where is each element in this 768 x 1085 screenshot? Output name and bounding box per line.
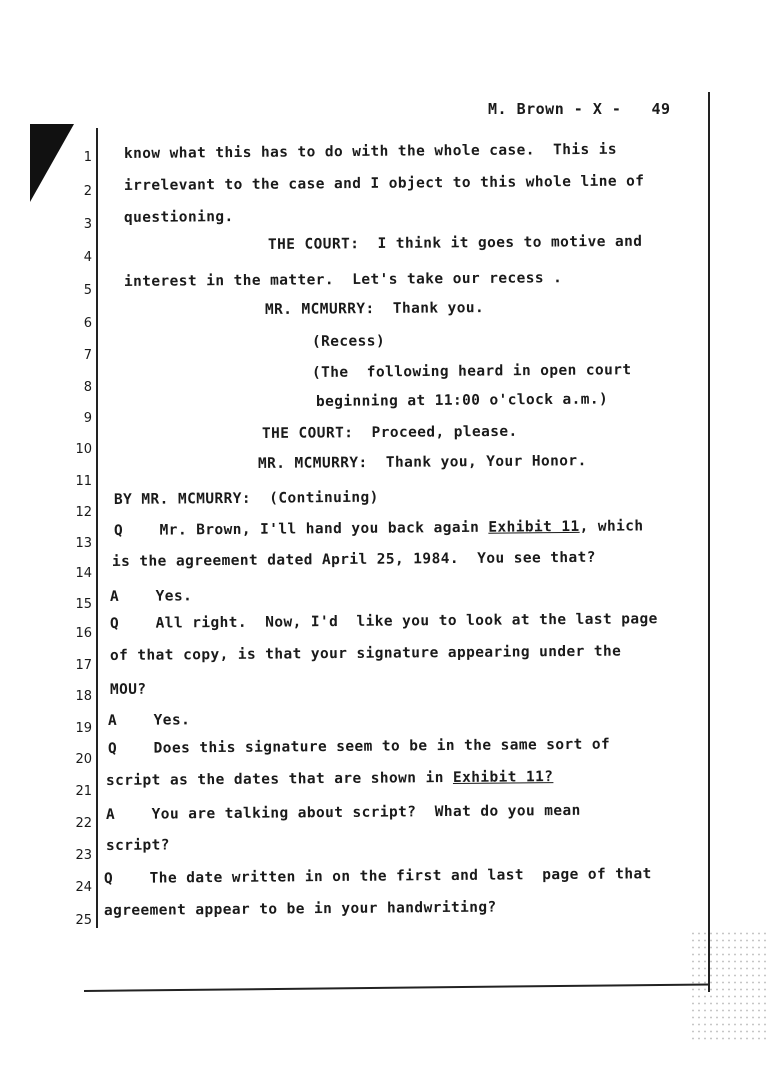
line-number: 24 bbox=[75, 880, 92, 895]
transcript-line: beginning at 11:00 o'clock a.m.) bbox=[315, 391, 609, 410]
line-number: 3 bbox=[83, 217, 92, 232]
transcript-line: questioning. bbox=[123, 209, 234, 226]
line-number: 19 bbox=[75, 721, 92, 736]
transcript-line: A Yes. bbox=[109, 588, 193, 605]
line-number: 20 bbox=[75, 752, 92, 767]
transcript-line: Q All right. Now, I'd like you to look at the last page bbox=[109, 611, 658, 632]
transcript-line: BY MR. MCMURRY: (Continuing) bbox=[113, 489, 379, 508]
transcript-line: interest in the matter. Let's take our recess . bbox=[123, 270, 563, 290]
line-number: 18 bbox=[75, 689, 92, 704]
line-number: 2 bbox=[83, 184, 92, 199]
line-number: 6 bbox=[83, 316, 92, 331]
transcript-line: MOU? bbox=[109, 681, 147, 698]
transcript-line: agreement appear to be in your handwriting? bbox=[103, 899, 497, 919]
line-number: 9 bbox=[83, 411, 92, 426]
transcript-line: THE COURT: Proceed, please. bbox=[261, 423, 518, 442]
transcript-line: is the agreement dated April 25, 1984. You see that? bbox=[111, 549, 596, 570]
line-number: 7 bbox=[83, 348, 92, 363]
exhibit-reference: Exhibit 11? bbox=[452, 769, 554, 786]
line-number: 5 bbox=[83, 283, 92, 298]
transcript-line: of that copy, is that your signature appearing under the bbox=[109, 643, 622, 664]
bottom-margin-rule bbox=[84, 983, 710, 992]
transcript-line: know what this has to do with the whole case. This is bbox=[123, 141, 618, 162]
transcript-line: Q The date written in on the first and last page of that bbox=[103, 866, 652, 887]
line-number: 1 bbox=[83, 150, 92, 165]
scan-noise bbox=[690, 930, 768, 1040]
line-number: 8 bbox=[83, 380, 92, 395]
transcript-line: THE COURT: I think it goes to motive and bbox=[267, 233, 643, 253]
right-margin-rule bbox=[708, 92, 710, 992]
line-number: 14 bbox=[75, 566, 92, 581]
line-number: 11 bbox=[75, 474, 92, 489]
transcript-line: script? bbox=[105, 837, 170, 854]
witness-header: M. Brown - X - bbox=[488, 100, 622, 118]
line-number: 17 bbox=[75, 658, 92, 673]
transcript-line: (The following heard in open court bbox=[311, 362, 632, 381]
line-number: 22 bbox=[75, 816, 92, 831]
left-margin-rule bbox=[96, 128, 98, 928]
transcript-line bbox=[114, 518, 644, 539]
page-header bbox=[488, 100, 671, 118]
line-text: Q Mr. Brown, I'll hand you back again bbox=[113, 519, 489, 539]
line-number: 21 bbox=[75, 784, 92, 799]
transcript-line: MR. MCMURRY: Thank you. bbox=[264, 300, 485, 318]
line-number: 25 bbox=[75, 913, 92, 928]
line-number: 16 bbox=[75, 626, 92, 641]
line-number: 23 bbox=[75, 848, 92, 863]
line-text: script as the dates that are shown in bbox=[105, 769, 453, 789]
exhibit-reference: Exhibit 11 bbox=[488, 518, 580, 536]
line-number: 15 bbox=[75, 597, 92, 612]
transcript-line: A Yes. bbox=[107, 712, 191, 729]
transcript-line bbox=[106, 769, 553, 789]
line-number: 12 bbox=[75, 505, 92, 520]
line-number: 4 bbox=[83, 250, 92, 265]
line-number: 13 bbox=[75, 536, 92, 551]
transcript-line: A You are talking about script? What do you mean bbox=[105, 802, 581, 823]
transcript-line: Q Does this signature seem to be in the same sort of bbox=[107, 736, 611, 757]
line-number: 10 bbox=[75, 442, 92, 457]
transcript-line: (Recess) bbox=[311, 333, 386, 350]
transcript-line: MR. MCMURRY: Thank you, Your Honor. bbox=[257, 453, 587, 472]
line-text: , which bbox=[579, 518, 644, 535]
page-number: 49 bbox=[651, 100, 671, 118]
transcript-line: irrelevant to the case and I object to this whole line of bbox=[123, 173, 645, 194]
